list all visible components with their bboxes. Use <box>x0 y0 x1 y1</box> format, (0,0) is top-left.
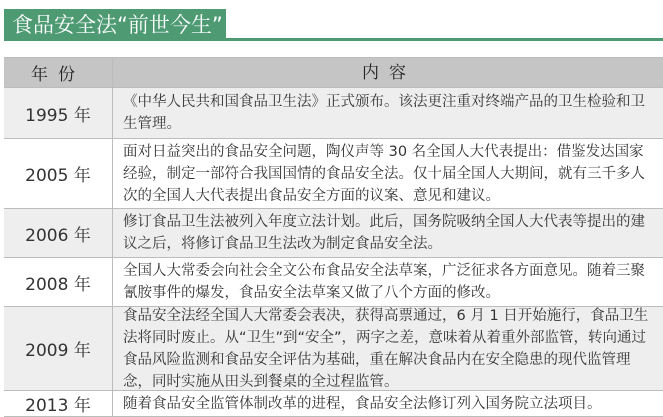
page-title: 食品安全法“前世今生” <box>4 9 226 41</box>
history-table <box>4 57 663 417</box>
table-row <box>4 88 663 139</box>
row-year: 1995 年 <box>4 88 113 138</box>
title-underline <box>226 38 663 41</box>
table-row <box>4 258 663 307</box>
title-bar <box>0 0 663 46</box>
row-content: 面对日益突出的食品安全问题，陶仪声等 30 名全国人大代表提出：借鉴发达国家经验，制定一部符合我国国情的食品安全法。仅十届全国人大期间，就有三千多人次的全国人大代表提出食品安全方面的议案、意见和建议。 <box>123 143 645 204</box>
table-row <box>4 139 663 209</box>
table-row <box>4 307 663 391</box>
header-content: 内容 <box>362 62 416 83</box>
row-year: 2006 年 <box>4 209 113 257</box>
row-content: 《中华人民共和国食品卫生法》正式颁布。该法更注重对终端产品的卫生检验和卫生管理。 <box>123 94 645 132</box>
row-content: 随着食品安全监管体制改革的进程，食品安全法修订列入国务院立法项目。 <box>123 395 602 412</box>
row-year: 2008 年 <box>4 258 113 306</box>
row-year: 2013 年 <box>4 391 113 416</box>
row-year: 2009 年 <box>4 307 113 390</box>
table-row <box>4 391 663 417</box>
header-year: 年份 <box>4 58 113 87</box>
row-year: 2005 年 <box>4 139 113 208</box>
row-content: 修订食品卫生法被列入年度立法计划。此后，国务院吸纳全国人大代表等提出的建议之后，将修订食品卫生法改为制定食品安全法。 <box>123 214 645 252</box>
row-content: 全国人大常委会向社会全文公布食品安全法草案，广泛征求各方面意见。随着三聚氰胺事件的爆发，食品安全法草案又做了八个方面的修改。 <box>123 263 645 301</box>
table-header <box>4 58 663 88</box>
table-row <box>4 209 663 258</box>
row-content: 食品安全法经全国人大常委会表决，获得高票通过，6 月 1 日开始施行，食品卫生法将同时废止。从“卫生”到“安全”，两字之差，意味着从着重外部监管，转向通过食品风险监测和食品安全评估为基础，重在解决食品内在安全隐患的现代监管理念，同时实施从田头到餐桌的全过程监管。 <box>123 307 649 390</box>
